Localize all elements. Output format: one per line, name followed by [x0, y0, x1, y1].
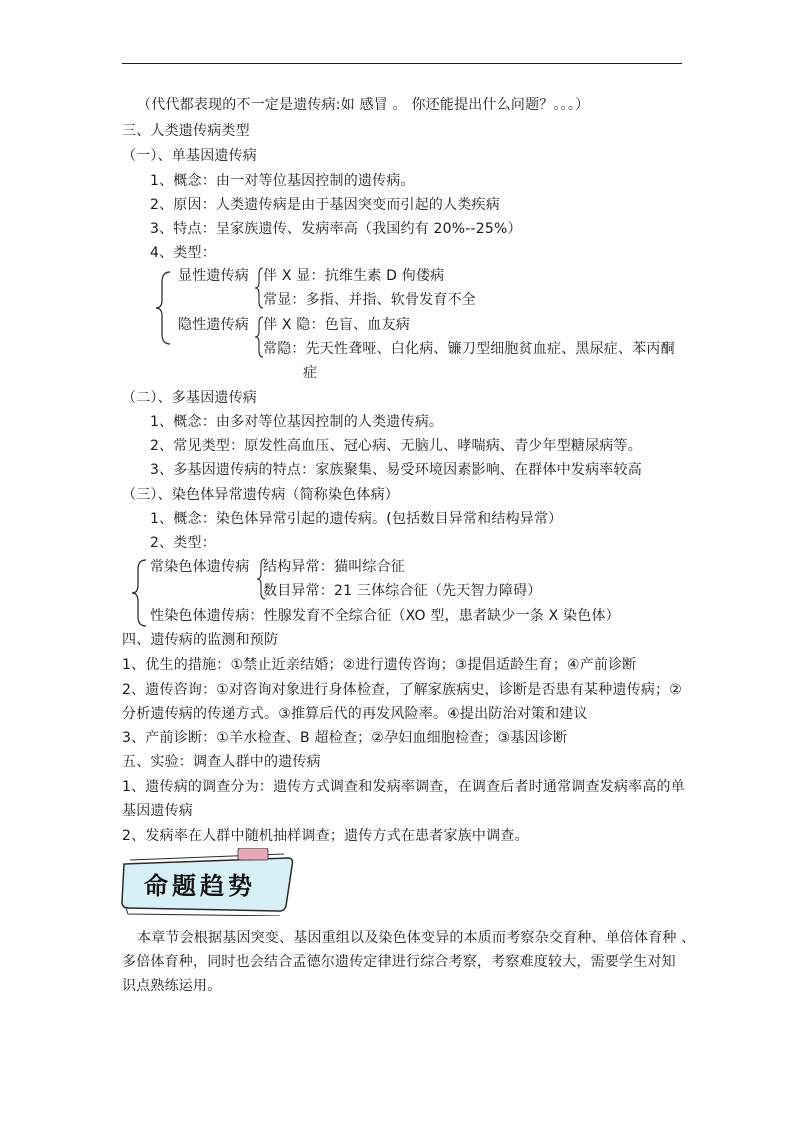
text-line: 2、常见类型：原发性高血压、冠心病、无脑儿、哮喘病、青少年型糖尿病等。	[150, 438, 642, 454]
text-line: 1、概念：染色体异常引起的遗传病。(包括数目异常和结构异常）	[150, 511, 563, 527]
text-line: 症	[303, 365, 318, 381]
section-banner	[118, 848, 298, 916]
subsection-heading: （二）、多基因遗传病	[122, 390, 257, 406]
text-line: 3、多基因遗传病的特点：家族聚集、易受环境因素影响、在群体中发病率较高	[150, 462, 642, 478]
section-heading: 四、遗传病的监测和预防	[122, 632, 279, 648]
text-line: 识点熟练运用。	[122, 978, 222, 994]
text-line: 3、产前诊断：①羊水检查、B 超检查；②孕妇血细胞检查；③基因诊断	[122, 730, 568, 746]
text-line: 2、遗传咨询：①对咨询对象进行身体检查，了解家族病史，诊断是否患有某种遗传病；②	[122, 682, 683, 698]
banner-title: 命题趋势	[144, 871, 256, 900]
text-line: 1、概念：由多对等位基因控制的人类遗传病。	[150, 414, 444, 430]
text-line: 4、类型：	[150, 245, 216, 261]
text-line: 2、原因：人类遗传病是由于基因突变而引起的人类疾病	[150, 197, 500, 213]
text-line: 2、类型：	[150, 535, 216, 551]
text-line: 伴 X 显：抗维生素 D 佝偻病	[263, 268, 445, 284]
text-line: 常显：多指、并指、软骨发育不全	[263, 292, 476, 308]
text-line: 2、发病率在人群中随机抽样调查；遗传方式在患者家族中调查。	[122, 828, 529, 844]
category-label: 隐性遗传病	[178, 317, 249, 333]
text-line: 数目异常：21 三体综合征（先天智力障碍）	[263, 583, 542, 599]
subsection-heading: （一）、单基因遗传病	[122, 148, 257, 164]
text-line: 性染色体遗传病：性腺发育不全综合征（XO 型，患者缺少一条 X 染色体）	[150, 608, 620, 624]
subsection-heading: （三）、染色体异常遗传病（简称染色体病）	[122, 487, 399, 503]
category-label: 显性遗传病	[178, 268, 249, 284]
text-line: 结构异常：猫叫综合征	[263, 559, 405, 575]
section-heading: 三、人类遗传病类型	[122, 123, 250, 139]
text-line: 1、遗传病的调查分为：遗传方式调查和发病率调查，在调查后者时通常调查发病率高的单	[122, 779, 685, 795]
text-line: 伴 X 隐：色盲、血友病	[263, 317, 410, 333]
section-heading: 五、实验：调查人群中的遗传病	[122, 754, 321, 770]
text-line: 常隐：先天性聋哑、白化病、镰刀型细胞贫血症、黑尿症、苯丙酮	[263, 341, 675, 357]
category-label: 常染色体遗传病	[150, 559, 250, 575]
text-line: 基因遗传病	[122, 803, 193, 819]
text-line: 1、概念：由一对等位基因控制的遗传病。	[150, 173, 415, 189]
header-rule	[122, 63, 682, 64]
text-line: 3、特点：呈家族遗传、发病率高（我国约有 20%--25%）	[150, 221, 522, 237]
text-line: 1、优生的措施：①禁止近亲结婚；②进行遗传咨询；③提倡适龄生育；④产前诊断	[122, 657, 637, 673]
text-line: （代代都表现的不一定是遗传病:如 感冒 。 你还能提出什么问题？。。。）	[137, 97, 590, 113]
text-line: 多倍体育种，同时也会结合孟德尔遗传定律进行综合考察，考察难度较大，需要学生对知	[122, 954, 676, 970]
text-line: 本章节会根据基因突变、基因重组以及染色体变异的本质而考察杂交育种、单倍体育种 、	[137, 930, 696, 946]
left-brace-icon	[130, 558, 150, 628]
left-brace-icon	[154, 270, 174, 346]
text-line: 分析遗传病的传递方式。③推算后代的再发风险率。④提出防治对策和建议	[122, 706, 588, 722]
